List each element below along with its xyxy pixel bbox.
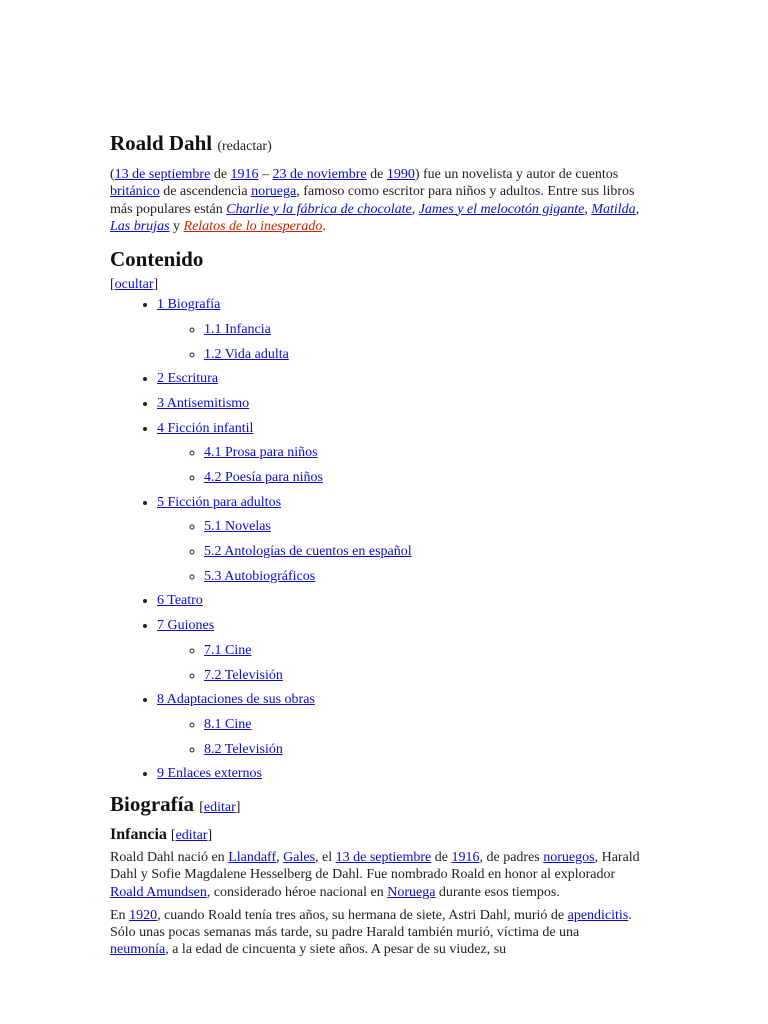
toc-subitem — [204, 444, 640, 461]
link-book-relatos[interactable]: Relatos de lo inesperado — [183, 218, 323, 234]
intro-paragraph: (13 de septiembre de 1916 – 23 de noviembre de 1990) fue un novelista y autor de cuentos británico de ascendencia noruega, famoso como escritor para niños y adultos. Entre sus libros más populares están Charlie y la fábrica de chocolate, James y el melocotón gigante, Matilda, Las brujas y Relatos de lo inesperado. — [110, 167, 640, 234]
link-book-charlie[interactable]: Charlie y la fábrica de chocolate — [226, 201, 412, 217]
toc-subitem — [204, 346, 640, 363]
toc-subitem — [204, 667, 640, 684]
toc-sublink[interactable]: 7.2 Televisión — [204, 667, 283, 683]
subsection-heading-infancia: Infancia [editar] — [110, 825, 213, 843]
link-apendicitis[interactable]: apendicitis — [567, 907, 629, 923]
toc-sublink[interactable]: 4.1 Prosa para niños — [204, 445, 318, 461]
toc-link[interactable]: 6 Teatro — [157, 593, 203, 609]
toc-link[interactable]: 2 Escritura — [157, 371, 219, 387]
toc-sublink[interactable]: 5.1 Novelas — [204, 519, 271, 535]
toc-heading: Contenido — [110, 247, 204, 272]
link-book-james[interactable]: James y el melocotón gigante — [418, 201, 585, 217]
toc-sublink[interactable]: 5.2 Antologías de cuentos en español — [204, 544, 412, 560]
link-death-date[interactable]: 23 de noviembre — [272, 167, 367, 182]
toc-sublink[interactable]: 8.2 Televisión — [204, 741, 283, 757]
toc-sublist — [157, 321, 640, 363]
toc-sublist — [157, 518, 640, 584]
toc-hide-link[interactable]: ocultar — [114, 277, 154, 293]
link-date[interactable]: 13 de septiembre — [335, 849, 432, 865]
toc-subitem — [204, 518, 640, 535]
toc-item — [157, 494, 640, 585]
link-book-brujas[interactable]: Las brujas — [110, 218, 170, 234]
link-neumonia[interactable]: neumonía — [110, 942, 166, 958]
link-birth-year[interactable]: 1916 — [230, 167, 259, 182]
paragraph-infancia-2: En 1920, cuando Roald tenía tres años, su hermana de siete, Astri Dahl, murió de apendicitis. Sólo unas pocas semanas más tarde, su padre Harald también murió, víctima de una neumonía, a la edad de cincuenta y siete años. A pesar de su viudez, su — [110, 907, 632, 958]
section-heading-biografia: Biografía [editar] — [110, 791, 241, 816]
toc-sublist — [157, 444, 640, 486]
toc-link[interactable]: 7 Guiones — [157, 618, 215, 634]
toc-sublist — [157, 642, 640, 684]
toc-subitem — [204, 568, 640, 585]
toc-item — [157, 765, 640, 782]
toc-link[interactable]: 1 Biografía — [157, 297, 221, 313]
link-nationality[interactable]: británico — [110, 184, 160, 200]
toc-sublink[interactable]: 5.3 Autobiográficos — [204, 568, 316, 584]
toc-link[interactable]: 5 Ficción para adultos — [157, 494, 282, 510]
link-noruega[interactable]: Noruega — [387, 884, 436, 900]
toc-link[interactable]: 4 Ficción infantil — [157, 420, 254, 436]
toc-subitem — [204, 543, 640, 560]
paragraph-infancia-1: Roald Dahl nació en Llandaff, Gales, el 13 de septiembre de 1916, de padres noruegos, Harald Dahl y Sofie Magdalene Hesselberg de Dahl. Fue nombrado Roald en honor al explorador Roald Amundsen, considerado héroe nacional en Noruega durante esos tiempos. — [110, 849, 640, 900]
link-birth-date[interactable]: 13 de septiembre — [114, 167, 211, 182]
toc-sublink[interactable]: 1.2 Vida adulta — [204, 346, 289, 362]
article — [110, 128, 640, 965]
page-title-text: Roald Dahl — [110, 131, 213, 155]
toc-link[interactable]: 3 Antisemitismo — [157, 395, 250, 411]
toc-sublink[interactable]: 1.1 Infancia — [204, 321, 271, 337]
toc-toggle: [ocultar] — [110, 277, 159, 293]
link-ancestry[interactable]: noruega — [251, 184, 297, 200]
toc-subitem — [204, 642, 640, 659]
subsection-title: Infancia — [110, 825, 167, 843]
edit-link[interactable]: editar — [175, 827, 208, 843]
link-noruegos[interactable]: noruegos — [543, 849, 595, 865]
toc-item — [157, 691, 640, 757]
page-title — [110, 128, 640, 162]
redactar-note: (redactar) — [217, 139, 272, 154]
toc-item — [157, 617, 640, 683]
section-title: Biografía — [110, 791, 194, 816]
toc-subitem — [204, 716, 640, 733]
toc-subitem — [204, 469, 640, 486]
toc-item — [157, 592, 640, 609]
toc-sublink[interactable]: 7.1 Cine — [204, 642, 252, 658]
edit-link[interactable]: editar — [203, 799, 236, 815]
toc-subitem — [204, 321, 640, 338]
toc-item — [157, 370, 640, 387]
toc-list — [110, 296, 640, 782]
toc-sublink[interactable]: 4.2 Poesía para niños — [204, 470, 323, 485]
toc-link[interactable]: 9 Enlaces externos — [157, 766, 262, 782]
toc-item — [157, 395, 640, 412]
link-roald-amundsen[interactable]: Roald Amundsen — [110, 884, 207, 900]
toc-sublink[interactable]: 8.1 Cine — [204, 716, 252, 732]
link-year[interactable]: 1916 — [451, 849, 480, 865]
link-llandaff[interactable]: Llandaff — [228, 849, 277, 865]
toc-subitem — [204, 741, 640, 758]
link-book-matilda[interactable]: Matilda — [591, 201, 636, 217]
link-gales[interactable]: Gales — [283, 849, 316, 865]
link-death-year[interactable]: 1990 — [386, 167, 415, 182]
link-year-1920[interactable]: 1920 — [129, 907, 158, 923]
toc-item — [157, 296, 640, 362]
toc-link[interactable]: 8 Adaptaciones de sus obras — [157, 692, 315, 708]
toc-sublist — [157, 716, 640, 758]
toc-item — [157, 420, 640, 486]
